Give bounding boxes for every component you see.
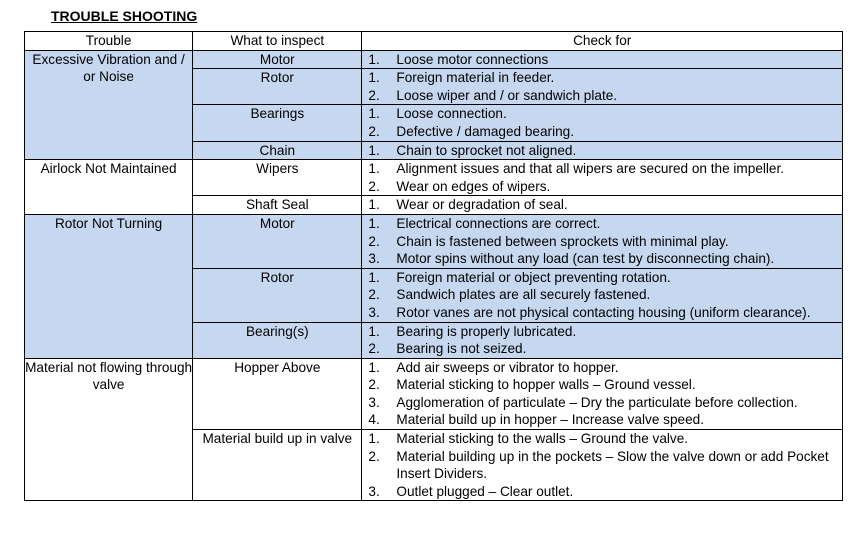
list-item	[362, 376, 842, 394]
list-item-number: 1.	[368, 51, 380, 67]
list-item-text: Defective / damaged bearing.	[396, 123, 574, 139]
list-item-number: 2.	[368, 377, 380, 393]
troubleshooting-table	[24, 31, 843, 501]
list-item-text: Agglomeration of particulate – Dry the particulate before collection.	[396, 394, 798, 410]
table-header-row	[25, 32, 843, 51]
check-for-cell	[362, 214, 843, 268]
check-list	[362, 359, 842, 429]
check-list	[362, 430, 842, 500]
list-item-text: Add air sweeps or vibrator to hopper.	[396, 359, 619, 375]
list-item	[362, 359, 842, 377]
list-item	[362, 411, 842, 429]
check-for-cell	[362, 160, 843, 196]
list-item-text: Material sticking to hopper walls – Ground vessel.	[396, 377, 696, 393]
list-item-number: 3.	[368, 251, 380, 267]
list-item	[362, 160, 842, 178]
check-for-cell	[362, 105, 843, 141]
check-list	[362, 142, 842, 160]
list-item-text: Loose motor connections	[396, 51, 549, 67]
inspect-cell: Material build up in valve	[193, 430, 362, 501]
check-for-cell	[362, 430, 843, 501]
inspect-cell: Shaft Seal	[193, 196, 362, 215]
check-list	[362, 269, 842, 322]
list-item-number: 3.	[368, 304, 380, 320]
trouble-cell: Excessive Vibration and / or Noise	[25, 50, 193, 160]
page-title: TROUBLE SHOOTING	[51, 8, 198, 24]
header-trouble: Trouble	[25, 32, 193, 51]
check-for-cell	[362, 69, 843, 105]
list-item	[362, 196, 842, 214]
list-item-text: Sandwich plates are all securely fastened.	[396, 287, 651, 303]
list-item-number: 1.	[368, 70, 380, 86]
inspect-cell: Chain	[193, 141, 362, 160]
table-body	[25, 50, 843, 501]
list-item-number: 1.	[368, 323, 380, 339]
list-item-number: 4.	[368, 412, 380, 428]
list-item	[362, 304, 842, 322]
list-item	[362, 178, 842, 196]
table-row	[25, 358, 843, 429]
list-item-text: Chain to sprocket not aligned.	[396, 142, 577, 158]
list-item-text: Electrical connections are correct.	[396, 215, 601, 231]
check-list	[362, 51, 842, 69]
list-item-number: 2.	[368, 87, 380, 103]
list-item	[362, 483, 842, 501]
list-item-number: 3.	[368, 483, 380, 499]
list-item	[362, 250, 842, 268]
check-list	[362, 105, 842, 140]
list-item-text: Loose wiper and / or sandwich plate.	[396, 87, 618, 103]
header-check-for: Check for	[362, 32, 843, 51]
list-item-number: 3.	[368, 394, 380, 410]
list-item	[362, 215, 842, 233]
list-item-number: 2.	[368, 287, 380, 303]
trouble-cell: Airlock Not Maintained	[25, 160, 193, 215]
inspect-cell: Hopper Above	[193, 358, 362, 429]
inspect-cell: Wipers	[193, 160, 362, 196]
table-row	[25, 50, 843, 69]
list-item-number: 1.	[368, 197, 380, 213]
list-item-text: Foreign material or object preventing rotation.	[396, 269, 671, 285]
inspect-cell: Rotor	[193, 69, 362, 105]
inspect-cell: Rotor	[193, 268, 362, 322]
list-item-number: 1.	[368, 142, 380, 158]
list-item-text: Loose connection.	[396, 106, 507, 122]
list-item-text: Wear or degradation of seal.	[396, 197, 568, 213]
list-item	[362, 340, 842, 358]
list-item-text: Motor spins without any load (can test by disconnecting chain).	[396, 251, 775, 267]
list-item	[362, 69, 842, 87]
list-item	[362, 394, 842, 412]
list-item-number: 1.	[368, 431, 380, 447]
list-item-number: 1.	[368, 215, 380, 231]
list-item-number: 2.	[368, 448, 380, 464]
check-for-cell	[362, 268, 843, 322]
table-row	[25, 214, 843, 268]
check-for-cell	[362, 141, 843, 160]
check-for-cell	[362, 358, 843, 429]
inspect-cell: Bearings	[193, 105, 362, 141]
list-item	[362, 123, 842, 141]
list-item-text: Outlet plugged – Clear outlet.	[396, 483, 574, 499]
list-item	[362, 323, 842, 341]
list-item-number: 1.	[368, 161, 380, 177]
list-item-text: Rotor vanes are not physical contacting housing (uniform clearance).	[396, 304, 811, 320]
list-item-number: 1.	[368, 106, 380, 122]
list-item-number: 1.	[368, 359, 380, 375]
check-list	[362, 160, 842, 195]
list-item-number: 2.	[368, 341, 380, 357]
check-list	[362, 323, 842, 358]
list-item	[362, 430, 842, 448]
list-item	[362, 51, 842, 69]
list-item-number: 2.	[368, 123, 380, 139]
list-item-text: Alignment issues and that all wipers are secured on the impeller.	[396, 161, 785, 177]
list-item-number: 2.	[368, 178, 380, 194]
check-list	[362, 215, 842, 268]
table-row	[25, 160, 843, 196]
list-item-text: Bearing is not seized.	[396, 341, 527, 357]
list-item-number: 2.	[368, 233, 380, 249]
list-item-text: Material building up in the pockets – Slow the valve down or add Pocket Insert Dividers.	[396, 448, 829, 482]
trouble-cell: Material not flowing through valve	[25, 358, 193, 501]
check-list	[362, 196, 842, 214]
check-list	[362, 69, 842, 104]
list-item-text: Material build up in hopper – Increase valve speed.	[396, 412, 704, 428]
list-item-text: Chain is fastened between sprockets with minimal play.	[396, 233, 729, 249]
list-item-text: Foreign material in feeder.	[396, 70, 555, 86]
list-item-text: Wear on edges of wipers.	[396, 178, 551, 194]
list-item	[362, 142, 842, 160]
list-item	[362, 286, 842, 304]
inspect-cell: Motor	[193, 214, 362, 268]
inspect-cell: Bearing(s)	[193, 322, 362, 358]
list-item	[362, 448, 842, 483]
inspect-cell: Motor	[193, 50, 362, 69]
check-for-cell	[362, 196, 843, 215]
list-item	[362, 233, 842, 251]
list-item	[362, 269, 842, 287]
list-item	[362, 87, 842, 105]
check-for-cell	[362, 322, 843, 358]
trouble-cell: Rotor Not Turning	[25, 214, 193, 358]
header-what-to-inspect: What to inspect	[193, 32, 362, 51]
list-item-text: Material sticking to the walls – Ground the valve.	[396, 431, 689, 447]
list-item-number: 1.	[368, 269, 380, 285]
list-item-text: Bearing is properly lubricated.	[396, 323, 577, 339]
check-for-cell	[362, 50, 843, 69]
list-item	[362, 105, 842, 123]
